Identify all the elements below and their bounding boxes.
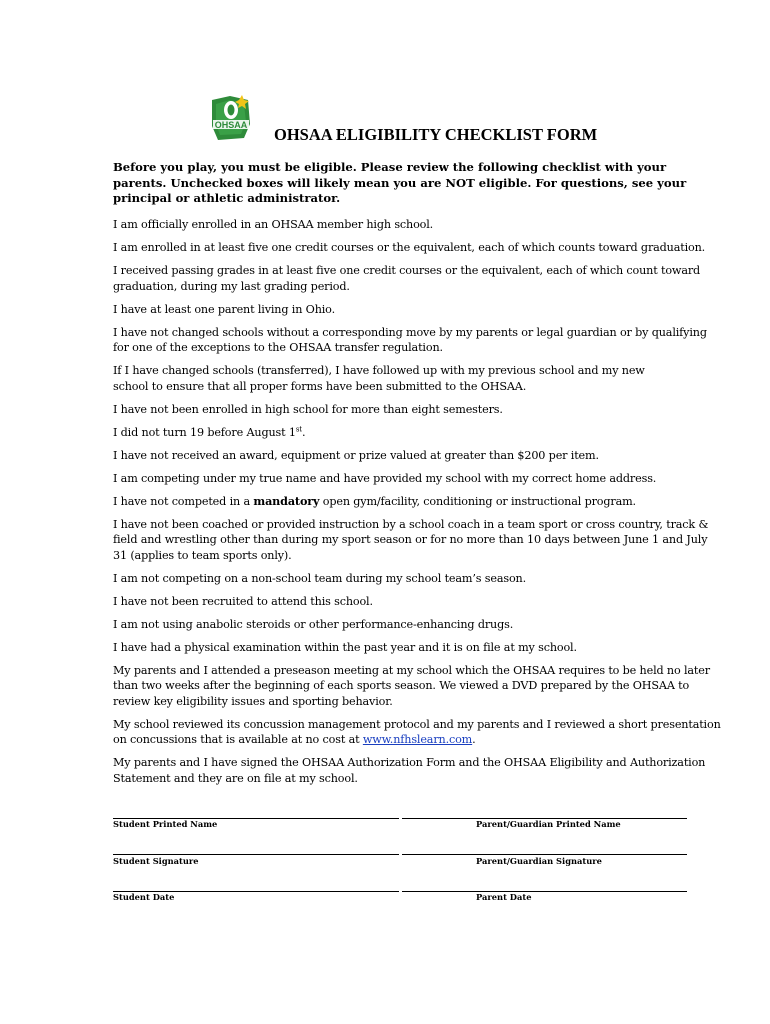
checklist-item: I have not changed schools without a corresponding move by my parents or legal guardian or by qualifying for one of the exceptions to the OHSAA transfer regulation.	[113, 325, 707, 354]
item-text: I have not competed in a	[113, 494, 250, 508]
checklist-item: If I have changed schools (transferred), I have followed up with my previous school and my new school to ensure that all proper forms have been submitted to the OHSAA.	[113, 364, 645, 393]
checklist-item: I am competing under my true name and have provided my school with my correct home address.	[113, 471, 657, 485]
item-text-end: .	[301, 425, 306, 439]
checklist	[113, 217, 723, 794]
checklist-item	[113, 717, 723, 748]
checklist-item: I am not competing on a non-school team during my school team’s season.	[113, 571, 526, 585]
parent-signature-label: Parent/Guardian Signature	[476, 856, 602, 866]
checklist-item: My parents and I have signed the OHSAA Authorization Form and the OHSAA Eligibility and Authorization Statement and they are on file at my school.	[113, 756, 706, 785]
checklist-item: I have had a physical examination within the past year and it is on file at my school.	[113, 640, 577, 654]
checklist-item: I am officially enrolled in an OHSAA member high school.	[113, 218, 434, 231]
item-text: I did not turn 19 before August 1	[113, 425, 296, 439]
checklist-item: I have not been coached or provided instruction by a school coach in a team sport or cross country, track & field and wrestling other than during my sport season or for no more than 10 days between June 1 and July 31 (applies to team sports only).	[113, 517, 709, 562]
checklist-item: I have not been enrolled in high school for more than eight semesters.	[113, 402, 503, 416]
checklist-item: My parents and I attended a preseason meeting at my school which the OHSAA requires to be held no later than two weeks after the beginning of each sports season. We viewed a DVD prepared by the OHSAA to review key eligibility issues and sporting behavior.	[113, 663, 710, 708]
item-text-end: .	[472, 733, 476, 746]
checklist-item: I have at least one parent living in Ohio.	[113, 302, 335, 316]
parent-date-label: Parent Date	[476, 892, 532, 902]
ohsaa-logo	[208, 94, 254, 142]
checklist-item	[113, 494, 723, 510]
item-text-rest: open gym/facility, conditioning or instructional program.	[319, 494, 636, 508]
parent-signature-line[interactable]	[402, 854, 687, 855]
mandatory-emphasis: mandatory	[253, 493, 320, 508]
item-text: My school reviewed its concussion management protocol and my parents and I reviewed a short presentation on concussions that is available at no cost at	[113, 717, 721, 746]
student-name-label: Student Printed Name	[113, 819, 218, 829]
student-signature-line[interactable]	[113, 854, 399, 855]
item-superscript: st	[295, 424, 302, 433]
logo-text: OHSAA	[214, 120, 248, 130]
student-date-label: Student Date	[113, 892, 175, 902]
checklist-item: I have not received an award, equipment or prize valued at greater than $200 per item.	[113, 448, 599, 462]
checklist-item: I have not been recruited to attend this school.	[113, 594, 373, 608]
checklist-item: I received passing grades in at least five one credit courses or the equivalent, each of which count toward graduation, during my last grading period.	[113, 264, 701, 293]
checklist-item: I am not using anabolic steroids or other performance-enhancing drugs.	[113, 617, 514, 631]
student-signature-label: Student Signature	[113, 856, 199, 866]
parent-date-line[interactable]	[402, 891, 687, 892]
nfhslearn-link[interactable]: www.nfhslearn.com	[362, 733, 473, 746]
parent-name-label: Parent/Guardian Printed Name	[476, 819, 621, 829]
checklist-item: I am enrolled in at least five one credit courses or the equivalent, each of which counts toward graduation.	[113, 241, 706, 254]
intro-text: Before you play, you must be eligible. Please review the following checklist with your parents. Unchecked boxes will likely mean you are NOT eligible. For questions, see your principal or athletic administrator.	[113, 160, 687, 205]
page-title: OHSAA ELIGIBILITY CHECKLIST FORM	[274, 125, 598, 144]
checklist-item	[113, 425, 723, 441]
